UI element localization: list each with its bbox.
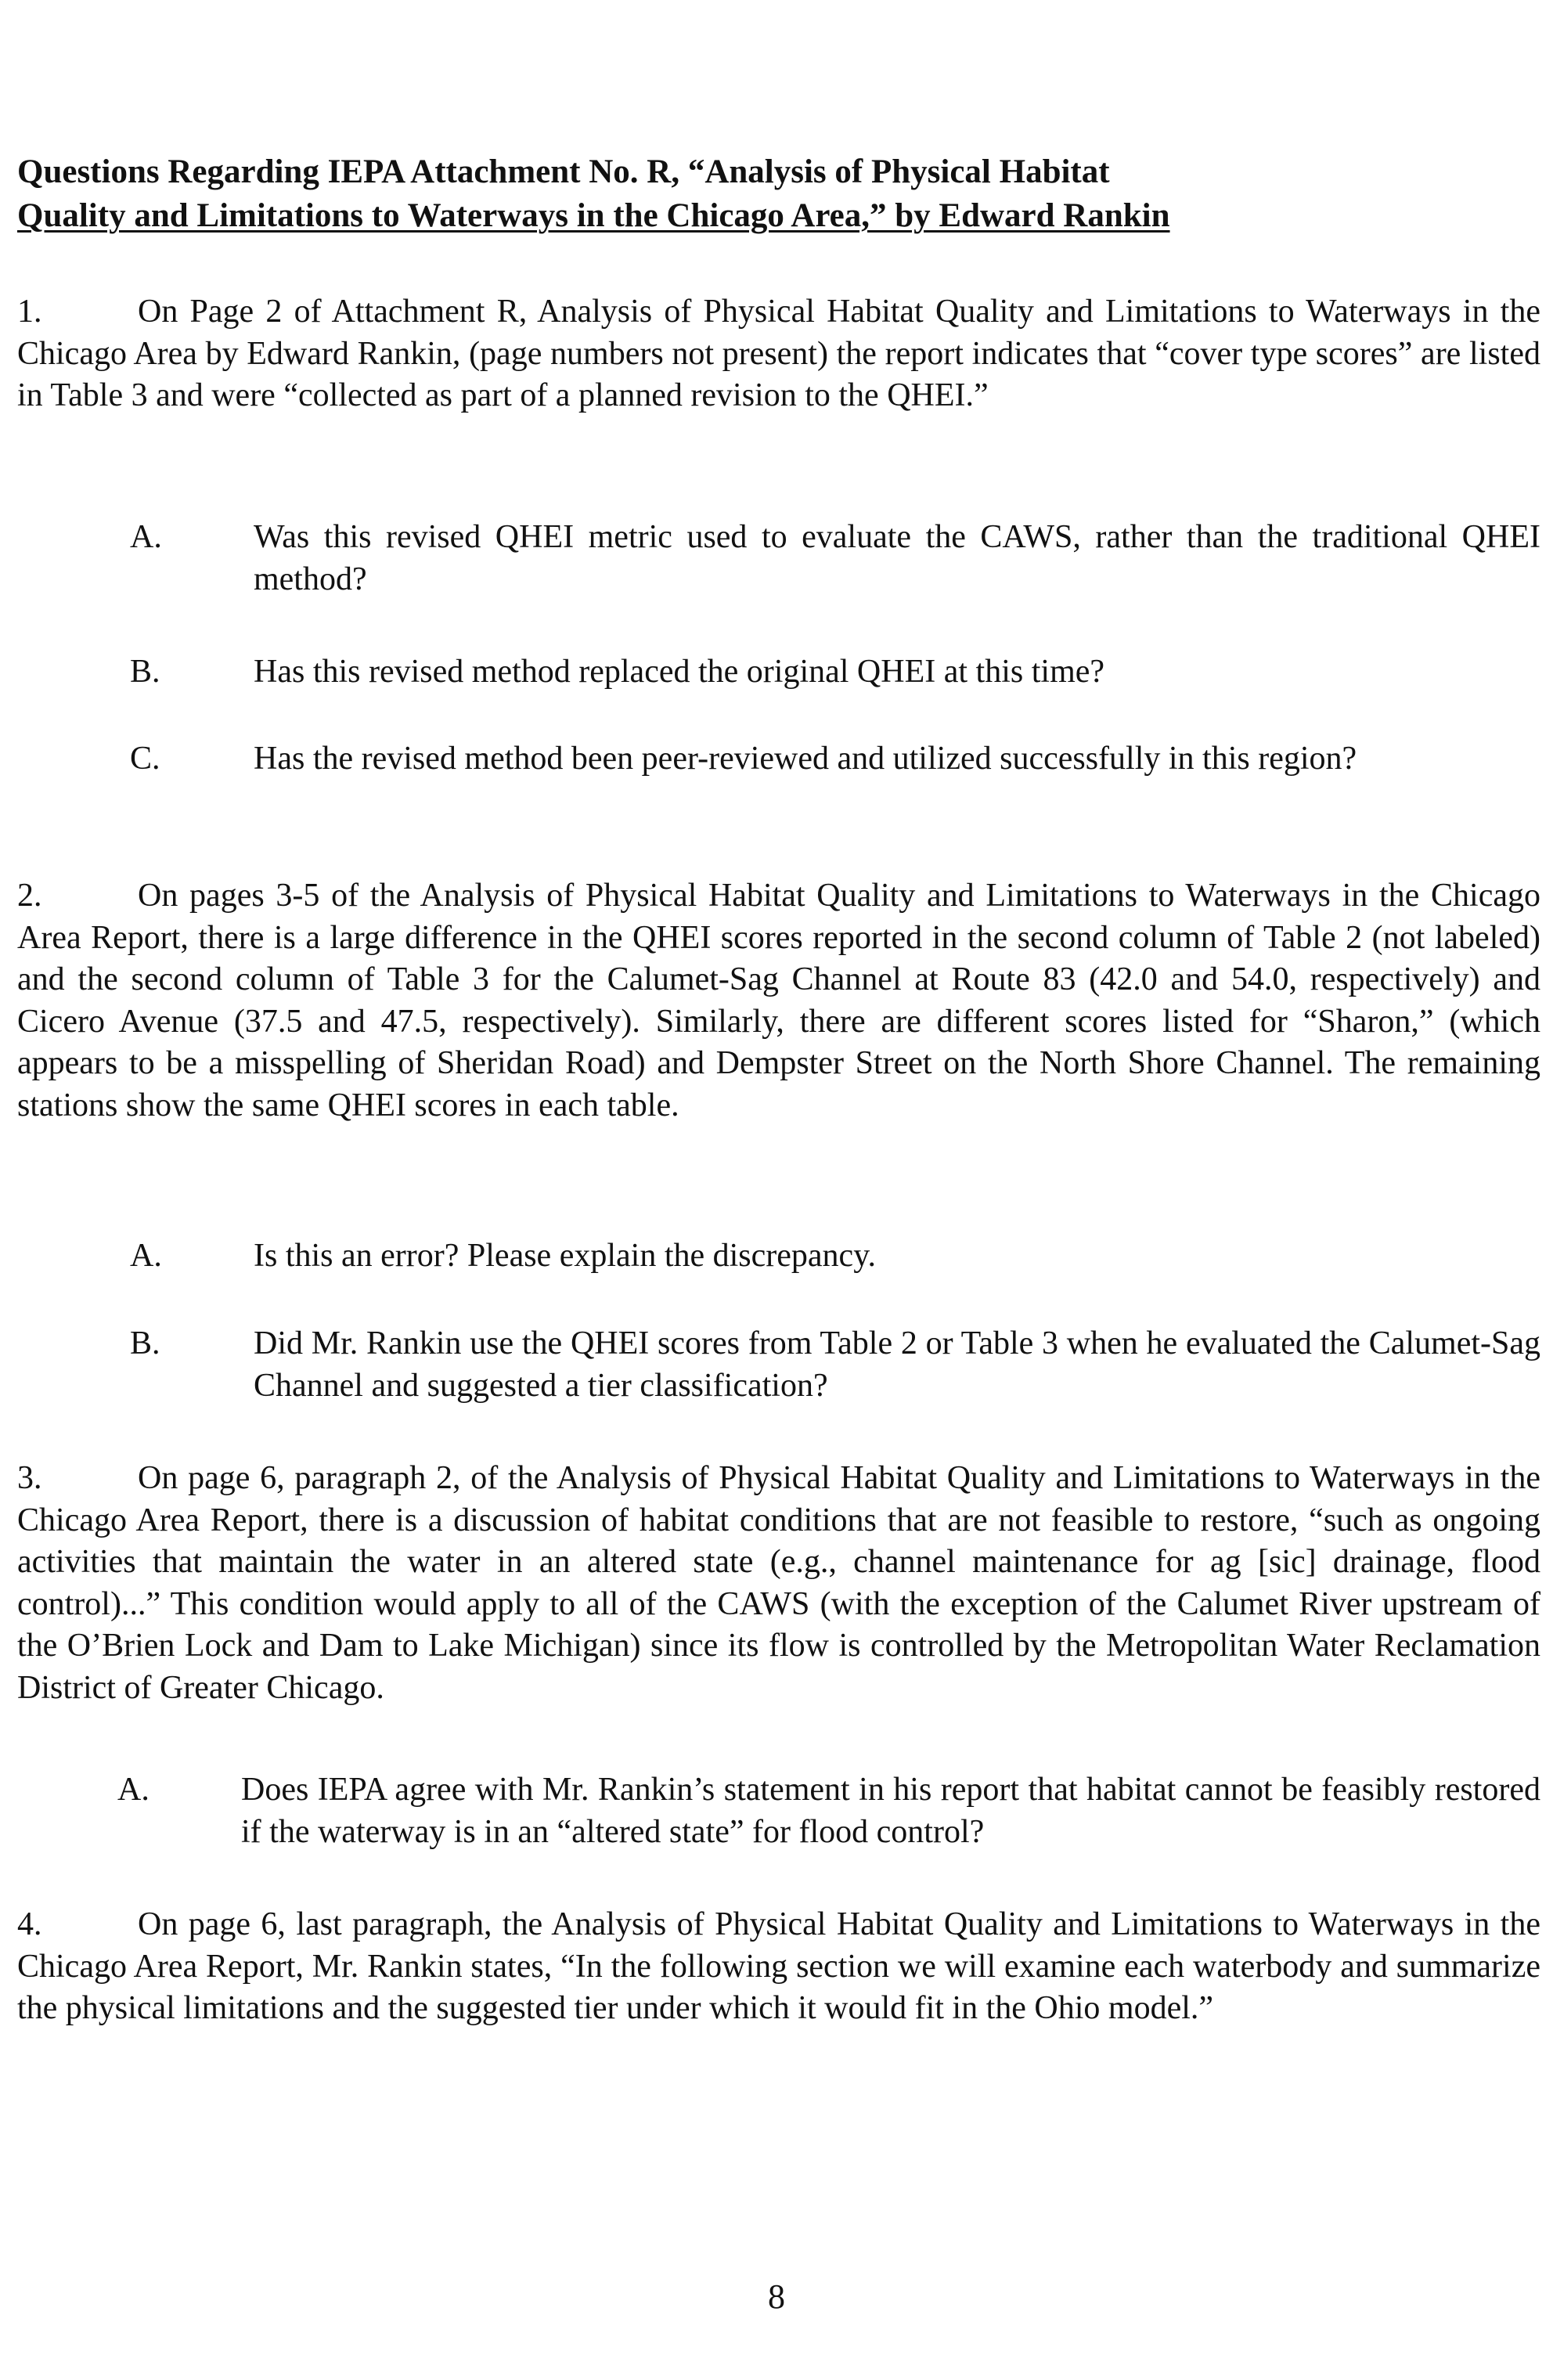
sub-a-letter: A.: [117, 1772, 150, 1808]
sub-c-text: Has the revised method been peer-reviewed and utilized successfully in this region?: [254, 741, 1357, 777]
sub-c-letter: C.: [130, 741, 160, 777]
question-4-number: 4.: [17, 1906, 42, 1942]
question-2-sub-a: [130, 1235, 1540, 1278]
question-1-text: On Page 2 of Attachment R, Analysis of Physical Habitat Quality and Limitations to Waterways in the Chicago Area by Edward Rankin, (page numbers not present) the report indicates that “cover type scores” are listed in Table 3 and were “collected as part of a planned revision to the QHEI.”: [17, 294, 1540, 413]
question-3-text: On page 6, paragraph 2, of the Analysis of Physical Habitat Quality and Limitations to Waterways in the Chicago Area Report, there is a discussion of habitat conditions that are not feasible to restore, “such as ongoing activities that maintain the water in an altered state (e.g., channel maintenance for ag [sic] drainage, flood control)...” This condition would apply to all of the CAWS (with the exception of the Calumet River upstream of the O’Brien Lock and Dam to Lake Michigan) since its flow is controlled by the Metropolitan Water Reclamation District of Greater Chicago.: [17, 1460, 1540, 1706]
sub-b-letter: B.: [130, 654, 160, 690]
question-2: [17, 875, 1540, 1127]
question-3: [17, 1458, 1540, 1709]
question-3-number: 3.: [17, 1460, 42, 1496]
sub-b-letter: B.: [130, 1325, 160, 1361]
sub-a-text: Was this revised QHEI metric used to evaluate the CAWS, rather than the traditional QHEI method?: [254, 519, 1540, 597]
question-3-sub-a: [117, 1769, 1540, 1853]
sub-b-text: Did Mr. Rankin use the QHEI scores from Table 2 or Table 3 when he evaluated the Calumet-Sag Channel and suggested a tier classification?: [254, 1325, 1540, 1404]
question-4-text: On page 6, last paragraph, the Analysis of Physical Habitat Quality and Limitations to Waterways in the Chicago Area Report, Mr. Rankin states, “In the following section we will examine each waterbody and summarize the physical limitations and the suggested tier under which it would fit in the Ohio model.”: [17, 1906, 1540, 2026]
question-1-number: 1.: [17, 294, 42, 330]
sub-a-letter: A.: [130, 519, 162, 555]
sub-a-text: Does IEPA agree with Mr. Rankin’s statement in his report that habitat cannot be feasibly restored if the waterway is in an “altered state” for flood control?: [241, 1772, 1540, 1850]
heading-line-2: Quality and Limitations to Waterways in the Chicago Area,” by Edward Rankin: [17, 197, 1170, 234]
question-2-text: On pages 3-5 of the Analysis of Physical Habitat Quality and Limitations to Waterways in the Chicago Area Report, there is a large difference in the QHEI scores reported in the second column of Table 2 (not labeled) and the second column of Table 3 for the Calumet-Sag Channel at Route 83 (42.0 and 54.0, respectively) and Cicero Avenue (37.5 and 47.5, respectively). Similarly, there are different scores listed for “Sharon,” (which appears to be a misspelling of Sheridan Road) and Dempster Street on the North Shore Channel. The remaining stations show the same QHEI scores in each table.: [17, 878, 1540, 1123]
document-heading: [17, 150, 1348, 238]
question-2-number: 2.: [17, 878, 42, 914]
sub-b-text: Has this revised method replaced the original QHEI at this time?: [254, 654, 1105, 690]
page-number: 8: [768, 2277, 785, 2316]
question-4: [17, 1904, 1540, 2030]
question-1: [17, 291, 1540, 417]
question-1-sub-a: [130, 517, 1540, 600]
question-1-sub-c: [130, 738, 1540, 781]
sub-a-letter: A.: [130, 1238, 162, 1274]
question-2-sub-b: [130, 1323, 1540, 1407]
question-1-sub-b: [130, 651, 1540, 694]
sub-a-text: Is this an error? Please explain the discrepancy.: [254, 1238, 876, 1274]
heading-line-1: Questions Regarding IEPA Attachment No. R, “Analysis of Physical Habitat: [17, 153, 1110, 190]
